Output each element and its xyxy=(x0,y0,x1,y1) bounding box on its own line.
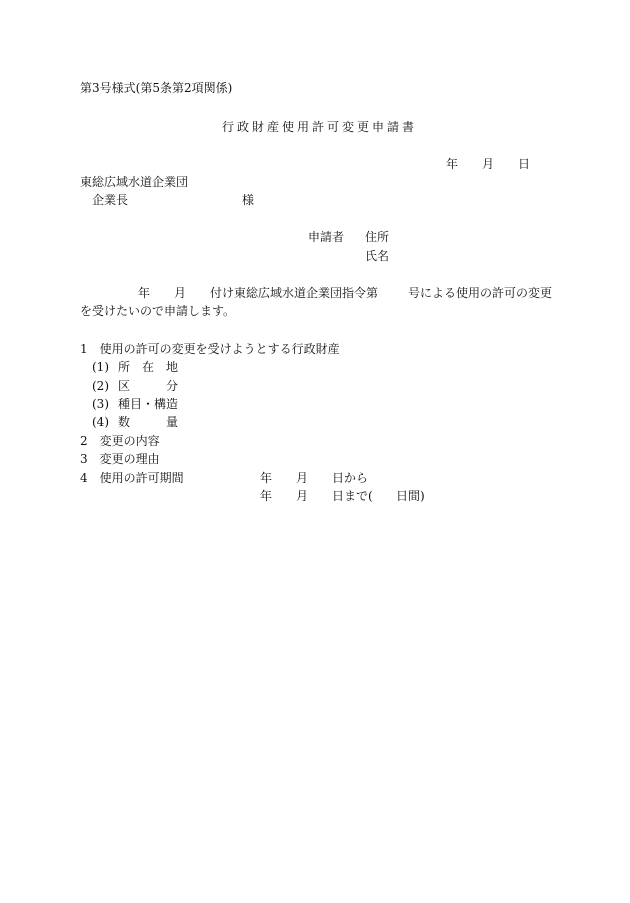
period-from-year: 年 xyxy=(260,471,273,485)
item-1-1-number: (1) xyxy=(92,360,109,374)
item-1-4-label: 数 量 xyxy=(118,415,179,429)
item-4: 4 使用の許可期間 xyxy=(80,471,184,485)
document-title: 行政財産使用許可変更申請書 xyxy=(222,120,418,134)
item-1-4-number: (4) xyxy=(92,415,109,429)
applicant-label: 申請者 xyxy=(308,230,345,244)
body-line-2: を受けたいので申請します。 xyxy=(80,304,236,318)
period-days: 日間) xyxy=(396,489,425,503)
item-1-2-number: (2) xyxy=(92,379,109,393)
item-2: 2 変更の内容 xyxy=(80,434,160,448)
applicant-name-label: 氏名 xyxy=(365,249,390,263)
period-to-month: 月 xyxy=(296,489,309,503)
addressee-honorific: 様 xyxy=(242,193,255,207)
item-1-3-label: 種目・構造 xyxy=(118,397,179,411)
body-year: 年 xyxy=(138,286,151,300)
period-from-month: 月 xyxy=(296,471,309,485)
applicant-address-label: 住所 xyxy=(365,230,390,244)
period-to-year: 年 xyxy=(260,489,273,503)
body-directive: 付け東総広域水道企業団指令第 xyxy=(210,286,379,300)
item-1: 1 使用の許可の変更を受けようとする行政財産 xyxy=(80,342,340,356)
date-day: 日 xyxy=(518,157,531,171)
body-number-suffix: 号による使用の許可の変更 xyxy=(408,286,553,300)
item-1-1-label: 所 在 地 xyxy=(118,360,179,374)
item-1-3-number: (3) xyxy=(92,397,109,411)
period-to-day: 日まで( xyxy=(332,489,373,503)
addressee-role: 企業長 xyxy=(92,193,129,207)
form-number: 第3号様式(第5条第2項関係) xyxy=(80,81,233,95)
date-year: 年 xyxy=(446,157,459,171)
item-1-2-label: 区 分 xyxy=(118,379,179,393)
item-3: 3 変更の理由 xyxy=(80,452,160,466)
period-from-day: 日から xyxy=(332,471,369,485)
date-month: 月 xyxy=(482,157,495,171)
addressee-org: 東総広域水道企業団 xyxy=(80,175,189,189)
body-month: 月 xyxy=(174,286,187,300)
